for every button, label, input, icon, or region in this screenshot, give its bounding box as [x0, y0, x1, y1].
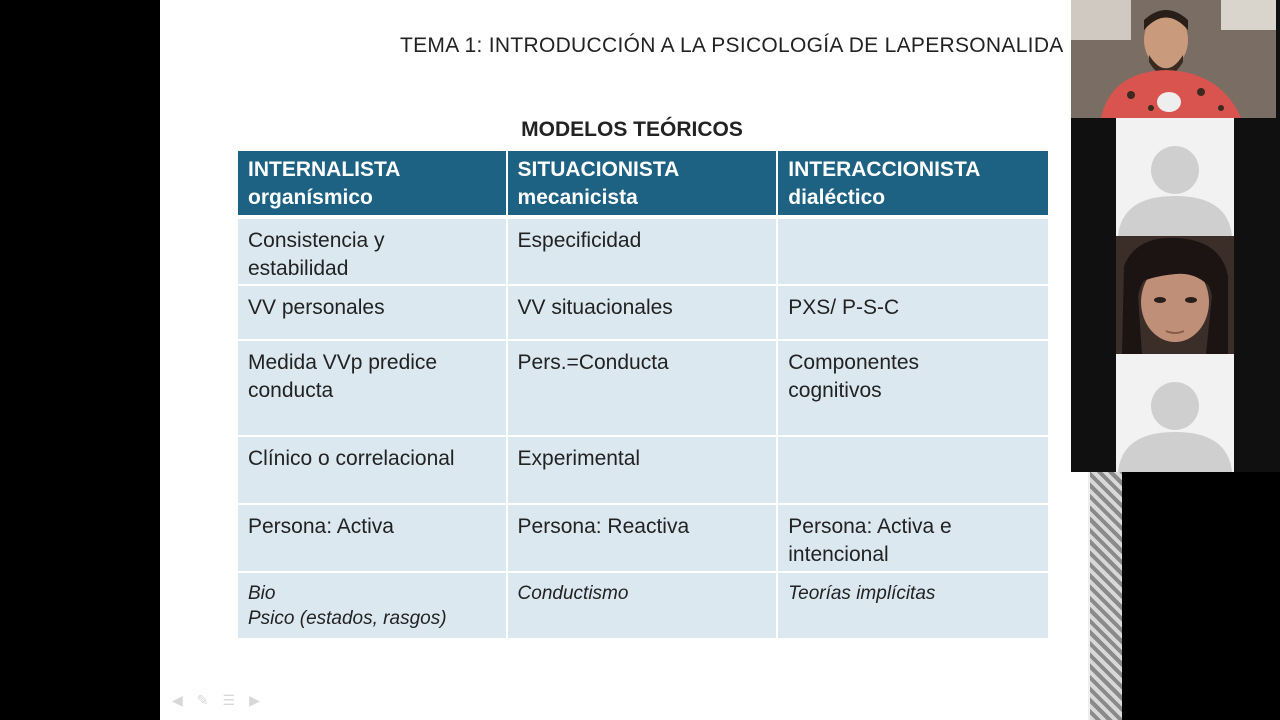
models-table [238, 151, 1048, 640]
participant-avatar-tile[interactable] [1116, 118, 1234, 236]
table-cell [238, 572, 507, 639]
user-avatar-icon [1116, 354, 1234, 472]
table-cell [238, 285, 507, 340]
pen-icon[interactable]: ✎ [196, 692, 209, 708]
cell-line: cognitivos [788, 379, 882, 402]
header-line: INTERACCIONISTA [788, 158, 981, 181]
cell-line: Bio [248, 583, 276, 604]
table-heading: MODELOS TEÓRICOS [521, 118, 743, 141]
cell-line: Especificidad [517, 229, 642, 252]
cell-line: Conductismo [517, 583, 629, 604]
video-gallery [1071, 0, 1280, 472]
cell-line: Pers.=Conducta [517, 351, 669, 374]
prev-arrow-icon[interactable]: ◀ [172, 692, 183, 708]
cell-line: Componentes [788, 351, 920, 374]
next-arrow-icon[interactable]: ▶ [249, 692, 260, 708]
table-cell [777, 436, 1048, 504]
cell-line: conducta [248, 379, 334, 402]
table-row [238, 285, 1048, 340]
table-row [238, 572, 1048, 639]
table-cell [507, 340, 778, 436]
table-cell [238, 436, 507, 504]
cell-line: VV situacionales [517, 296, 673, 319]
table-cell [777, 217, 1048, 285]
cell-line: Persona: Activa e [788, 515, 952, 538]
cell-line: Clínico o correlacional [248, 447, 455, 470]
table-cell [507, 436, 778, 504]
slide-nav [172, 692, 260, 709]
header-interaccionista [777, 151, 1048, 217]
table-header-row [238, 151, 1048, 217]
cell-line: PXS/ P-S-C [788, 296, 900, 319]
table-row [238, 217, 1048, 285]
user-avatar-icon [1116, 118, 1234, 236]
cell-line: Psico (estados, rasgos) [248, 608, 447, 629]
participant-image [1116, 236, 1234, 354]
cell-line: Medida VVp predice [248, 351, 438, 374]
table-row [238, 340, 1048, 436]
cell-line: VV personales [248, 296, 385, 319]
table-cell [238, 217, 507, 285]
cell-line: Consistencia y [248, 229, 385, 252]
header-internalista [238, 151, 507, 217]
header-situacionista [507, 151, 778, 217]
table-cell [777, 572, 1048, 639]
cell-line: Experimental [517, 447, 641, 470]
header-line: mecanicista [517, 186, 638, 209]
presenter-image [1071, 0, 1276, 118]
header-line: dialéctico [788, 186, 886, 209]
table-row [238, 436, 1048, 504]
table-cell [507, 504, 778, 572]
table-cell [777, 504, 1048, 572]
table-cell [238, 340, 507, 436]
menu-icon[interactable]: ☰ [222, 692, 236, 708]
slide-title: TEMA 1: INTRODUCCIÓN A LA PSICOLOGÍA DE LAPERSONALIDA [400, 34, 1064, 57]
header-line: INTERNALISTA [248, 158, 401, 181]
cell-line: estabilidad [248, 257, 349, 280]
cell-line: Teorías implícitas [788, 583, 936, 604]
cell-line: intencional [788, 543, 889, 566]
cell-line: Persona: Reactiva [517, 515, 690, 538]
table-cell [507, 217, 778, 285]
participant-avatar-tile[interactable] [1116, 354, 1234, 472]
table-cell [777, 340, 1048, 436]
participant-video-tile[interactable] [1116, 236, 1234, 354]
table-row [238, 504, 1048, 572]
presenter-video-tile[interactable] [1071, 0, 1276, 118]
presentation-slide [160, 0, 1088, 720]
cell-line: Persona: Activa [248, 515, 394, 538]
background-window-strip [1090, 472, 1122, 720]
table-cell [507, 572, 778, 639]
table-cell [238, 504, 507, 572]
header-line: SITUACIONISTA [517, 158, 680, 181]
table-cell [777, 285, 1048, 340]
header-line: organísmico [248, 186, 373, 209]
table-cell [507, 285, 778, 340]
